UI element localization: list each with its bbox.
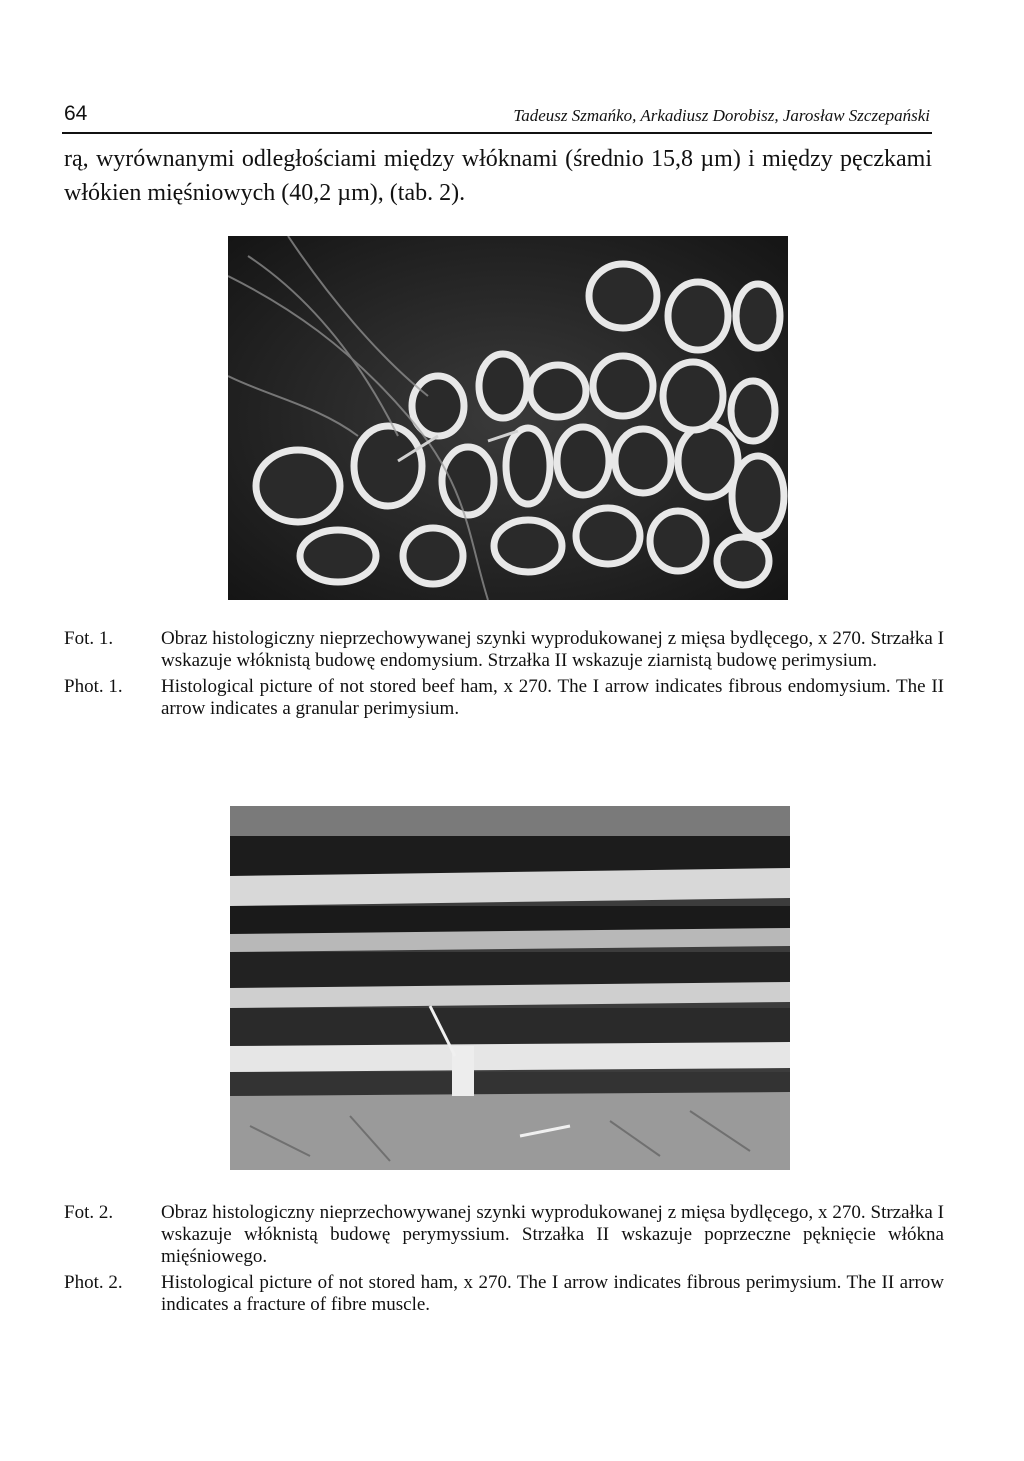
caption-polish [64,1202,944,1268]
micrograph-photo-2 [230,806,790,1170]
caption-text: Obraz histologiczny nieprzechowywanej szynki wyprodukowanej z mięsa bydlęcego, x 270. Strzałka I wskazuje włóknistą budowę endomysium. Strzałka II wskazuje ziarnistą budowę perimysium. [161,628,944,671]
running-head-authors: Tadeusz Szmańko, Arkadiusz Dorobisz, Jarosław Szczepański [513,106,930,125]
running-header [62,100,932,134]
micrograph-cross-section-image [228,236,788,600]
caption-label: Phot. 1. [64,676,123,697]
caption-label: Phot. 2. [64,1272,123,1293]
page-number: 64 [64,102,88,125]
caption-english [64,1272,944,1316]
caption-english [64,676,944,720]
figure-caption-1 [64,628,944,724]
caption-text: Obraz histologiczny nieprzechowywanej szynki wyprodukowanej z mięsa bydlęcego, x 270. Strzałka I wskazuje włóknistą budowę perymyssium. Strzałka II wskazuje poprzeczne pęknięcie włókna mięśniowego. [161,1202,944,1267]
micrograph-photo-1 [228,236,788,600]
figure-caption-2 [64,1202,944,1320]
caption-label: Fot. 1. [64,628,114,649]
caption-label: Fot. 2. [64,1202,114,1223]
caption-text: Histological picture of not stored beef ham, x 270. The I arrow indicates fibrous endomysium. The II arrow indicates a granular perimysium. [161,676,944,719]
micrograph-longitudinal-section-image [230,806,790,1170]
caption-text: Histological picture of not stored ham, x 270. The I arrow indicates fibrous perimysium. The II arrow indicates a fracture of fibre muscle. [161,1272,944,1315]
body-paragraph: rą, wyrównanymi odległościami między włóknami (średnio 15,8 µm) i między pęczkami włókien mięśniowych (40,2 µm), (tab. 2). [64,146,932,206]
caption-polish [64,628,944,672]
